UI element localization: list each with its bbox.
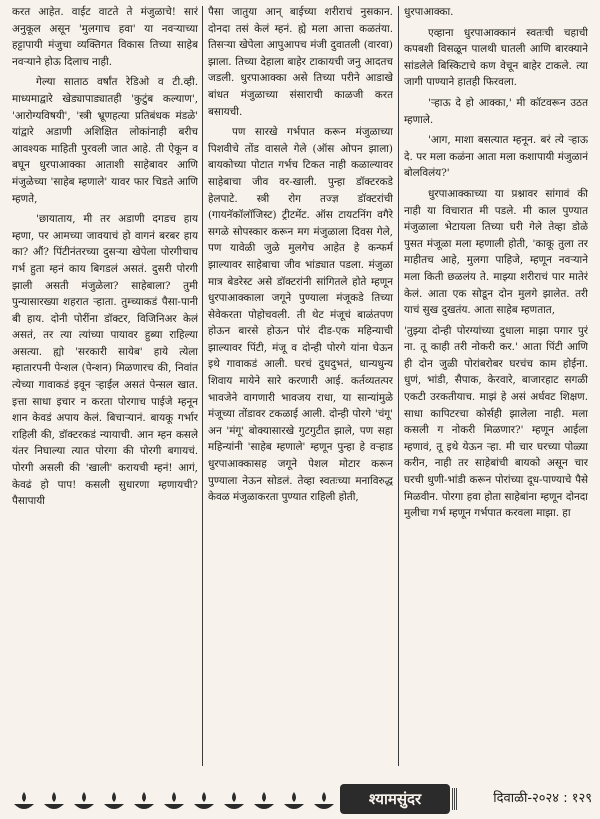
column-divider: [202, 6, 203, 766]
paragraph: 'छायाताय, मी तर अडाणी दगडच हाय म्हणा, पर आमच्या जावयाचं हो वागनं बरबर हाय का? औं? पिंटीनंतरच्या दुसऱ्या खेपेला पोरगीचाच गर्भ हुता म्हनं काय बिगडलं असतं. दुसरी पोरगी झाली असती मंजुळेला? साहेबाला? तुमी पुन्यासारख्या शहरात ऱ्हाता. तुम्च्याकडं पैसा-पानी बी हाय. दोनी पोरींना डॉक्टर, विजिनिअर केलं असतं, तर त्या त्यांच्या पायावर हुब्या राहिल्या असत्या. ह्यो 'सरकारी सायेब' हाये त्येला म्हातारपनी पेन्शल (पेन्शन) मिळणारच की, निवांत त्येच्या गावाकडं इवून ऱ्हाईल असतं पेन्सल खात. इत्ता साधा इचार न करता पोरगाच पाईजे म्हनून शान केवडं अपाय केलं. बिचाऱ्यानं. बायकू गर्भार राहिली की, डॉक्टरकडं न्यायाची. आन म्हन कसले यंतर निघाल्या त्यात पोरगा की पोरगी बगायचं. पोरगी असली की 'खाली' करायची म्हनं! आगं, केवढं हो पाप! कसली सुधारणा म्हणायची? पैसापायी: [12, 213, 198, 508]
folio-ornament: [452, 788, 458, 810]
text-column-2: [208, 4, 393, 774]
paragraph: 'आग, माशा बसत्यात म्हनून. बरं त्ये ऱ्हाऊ दे. पर मला कळंना आता मला कशापायी मंजुळानं बोलविलंय?': [404, 134, 588, 180]
magazine-logo: श्यामसुंदर: [340, 784, 450, 814]
diya-lamps-decoration: [8, 788, 338, 814]
paragraph: 'ऱ्हाऊ दे हो आक्का,' मी कॉटवरून उठत म्हणाले.: [404, 96, 588, 126]
paragraph: गेल्या साताठ वर्षांत रेडिओ व टी.व्ही. माध्यमाद्वारे खेड्यापाड्यातही 'कुटुंब कल्याण', 'आरोग्यविषयी', 'स्त्री भ्रूणहत्या प्रतिबंधक मंडळे' यांद्वारे अडाणी अशिक्षित लोकांनाही बरीच आवश्यक माहिती पुरवली जात आहे. ती ऐकून व बघून धुरपाआक्का आताशी साहेबावर आणि मंजुळेच्या 'साहेब म्हणाले' यावर फार चिडते आणि म्हणते,: [12, 76, 198, 205]
paragraph: करत आहेत. वाईट वाटते ते मंजुळाचे! सारं अनुकूल असून 'मुलगाच हवा' या नवऱ्याच्या हट्टापायी मंजुचा व्यक्तिगत विकास तिच्या साहेब नवऱ्याने होऊ दिलाच नाही.: [12, 6, 198, 68]
paragraph: पैसा जातुया आन् बाईच्या शरीराचं नुसकान. दोनदा तसं केलं म्हनं. ह्ये मला आत्ता कळतंया. तिसऱ्या खेपेला आपुआपच मंजी दुवातली (वारवा) झाला. तिच्या देहाला बाहेर टाकायची जनु आदतच जडली. धुरपाआक्का असे तिच्या परीने आडाखे बांधत मंजुळाच्या संसाराची काळजी करत बसायची.: [208, 6, 393, 118]
paragraph: 'तुझ्या दोन्ही पोरग्यांच्या दुधाला माझा पगार पुरं ना. तू काही तरी नोकरी कर.' आता पिंटी आणि ही दोन जुळी पोरांबरोबर घरचंच काम होईना. धुणं, भांडी, सैपाक, केरवारे, बाजारहाट सगळी एकटी उरकतीयाच. माझं हे असं अर्धवट शिक्षण. साधा कापिटरचा कोर्सही झालेला नाही. मला कसली ग नोकरी मिळणार?' म्हणून आईला म्हणावं, तू इथे येऊन ऱ्हा. मी चार घरच्या पोळ्या करीन, नाही तर साहेबांची बायको असून चार घरची धुणी-भांडी करून पोरांच्या दूध-पाण्याचे पैसे मिळवीन. पोरगा हवा होता साहेबांना म्हणून दोनदा मुलीचा गर्भ म्हणून गर्भपात करवला माझा. हा: [404, 324, 588, 520]
page-number: दिवाळी-२०२४ : १२९: [493, 791, 592, 806]
page-footer: [0, 778, 600, 819]
paragraph: धुरपाआक्काच्या या प्रश्नावर सांगावं की नाही या विचारात मी पडले. मी काल पुण्यात मंजुळाला भेटायला तिच्या घरी गेले तेव्हा डोळे पुसत मंजूळा मला म्हणाली होती, 'काकू तुला तर माहीतच आहे, मुलगा पाहिजे, म्हणून नवऱ्याने मला किती छळलंय ते. माझ्या शरीराचं पार मातेरं केलं. आता एक सोडून दोन मुलगे झालेत. तरी याचं सुख दुखतंय. आता साहेब म्हणतात,: [404, 187, 588, 317]
paragraph: पण सारखे गर्भपात करून मंजुळाच्या पिशवीचे तोंड वासले गेले (ऑस ओपन झाला) बायकोच्या पोटात गर्भच टिकत नाही कळाल्यावर साहेबाचा जीव वर-खाली. पुन्हा डॉक्टरकडे हेलपाटे. स्त्री रोग तज्ज्ञ डॉक्टरांची (गायनॅकॉलॉजिस्ट) ट्रीटमेंट. ऑस टायटनिंग वगैरे सगळे सोपस्कार करून मग मंजुळाला दिवस गेले, पण यावेळी जुळे मुलगेच आहेत हे कन्फर्म झाल्यावर साहेबाचा जीव भांड्यात पडला. मंजुळा मात्र बेडरेस्ट असे डॉक्टरांनी सांगितले होते म्हणून धुरपाआक्काला जगूने पुण्याला मंजूकडे तिच्या सेवेकरता पोहोचवली. ती थेट मंजूचं बाळंतपण होऊन बारसे होऊन पोरं दीड-एक महिन्याची झाल्यावर पिंटी, मंजू व दोन्ही पोरगे यांना घेऊन इथे गावाकडं आली. घरचं दुधदुभतं, धान्यधुन्य शिवाय मायेने सारे करणारी आई. कर्तव्यतत्पर भावजेने वागणारी भावजय राधा, या सान्यांमुळे मंजूच्या तोंडावर टकळाई आली. दोन्ही पोरगे 'चंगू' अन 'मंगू' बोक्यासारखे गुटगुटीत झाले, पण सहा महिन्यांनी 'साहेब म्हणाले' म्हणून पुन्हा हे वऱ्हाड धुरपाआक्कासह जगूने पेशल मोटार करून पुण्याला नेऊन सोडलं. तेव्हा स्वतःच्या मनाविरुद्ध केवळ मंजुळाकरता पुण्यात राहिली होती,: [208, 126, 393, 504]
paragraph: धुरपाआक्का.: [404, 6, 454, 18]
text-column-3: [404, 4, 588, 774]
text-column-1: [12, 4, 198, 774]
column-divider: [398, 6, 399, 766]
paragraph: एव्हाना धुरपाआक्कानं स्वतःची चहाची कपबशी विसळून पालथी घातली आणि बारक्याने सांडलेले बिस्किटाचे कण वेचून बाहेर टाकले. त्या जागी पाण्याने हातही फिरवला.: [404, 26, 588, 89]
